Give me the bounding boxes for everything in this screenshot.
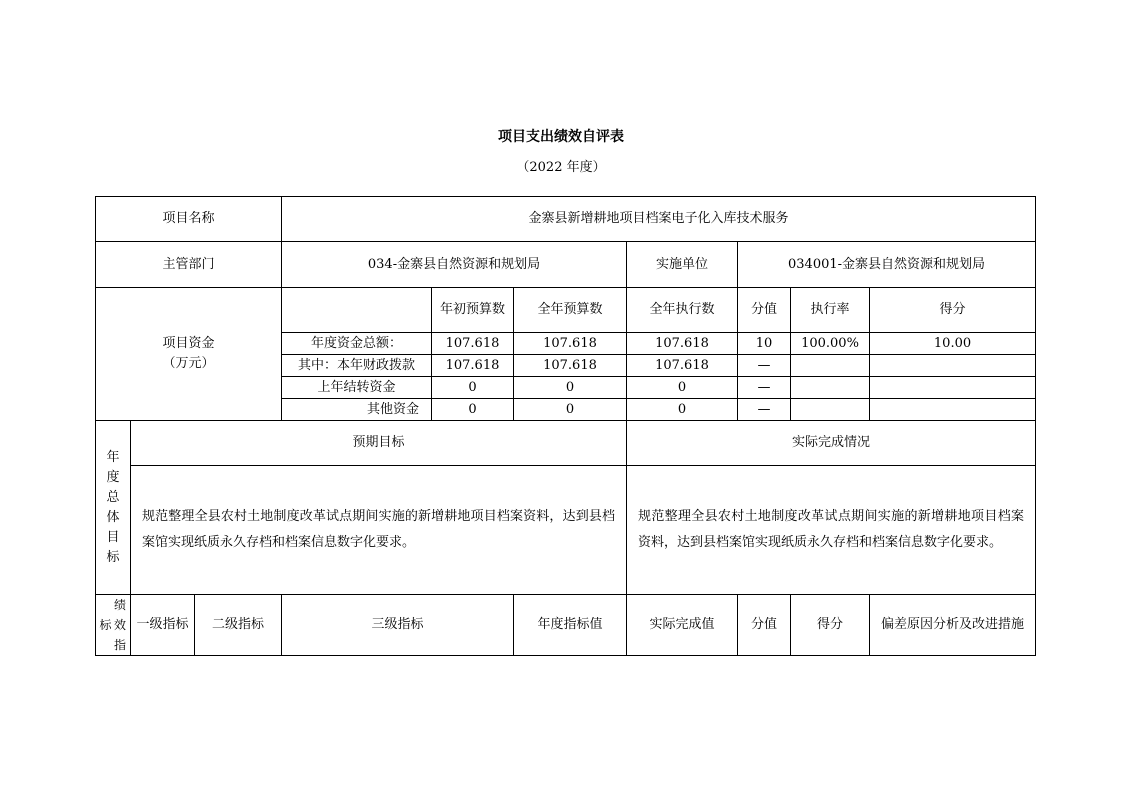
fund-initial: 107.618 [432, 333, 514, 355]
header-score-value: 分值 [738, 288, 791, 333]
expected-goal-header: 预期目标 [131, 421, 627, 466]
funds-header-empty [282, 288, 432, 333]
goals-header-row [96, 421, 1036, 466]
fund-annual: 107.618 [514, 355, 627, 377]
level1-header: 一级指标 [131, 595, 195, 656]
level3-header: 三级指标 [282, 595, 514, 656]
department-row [96, 242, 1036, 288]
score-value-header: 分值 [738, 595, 791, 656]
fund-row-label: 其他资金 [282, 399, 432, 421]
fund-row-label: 上年结转资金 [282, 377, 432, 399]
fund-executed: 0 [627, 399, 738, 421]
fund-score [870, 399, 1036, 421]
page-title: 项目支出绩效自评表 [498, 129, 624, 145]
fund-row-label: 其中：本年财政拨款 [282, 355, 432, 377]
page-subtitle: （2022 年度） [516, 160, 606, 175]
deviation-header: 偏差原因分析及改进措施 [870, 595, 1036, 656]
actual-value-header: 实际完成值 [627, 595, 738, 656]
funds-label-line2: （万元） [162, 356, 215, 371]
fund-rate [791, 377, 870, 399]
fund-row-label: 年度资金总额： [282, 333, 432, 355]
fund-score [870, 377, 1036, 399]
fund-score-value: — [738, 399, 791, 421]
dept-label: 主管部门 [96, 242, 282, 288]
fund-initial: 0 [432, 399, 514, 421]
funds-header-row [96, 288, 1036, 333]
indicators-side-label-a: 标 [99, 618, 112, 632]
fund-executed: 107.618 [627, 355, 738, 377]
indicators-side-label-b: 绩效指 [113, 598, 126, 652]
fund-rate [791, 399, 870, 421]
header-initial-budget: 年初预算数 [432, 288, 514, 333]
fund-score-value: — [738, 355, 791, 377]
header-score: 得分 [870, 288, 1036, 333]
annual-value-header: 年度指标值 [514, 595, 627, 656]
fund-rate: 100.00% [791, 333, 870, 355]
fund-executed: 0 [627, 377, 738, 399]
fund-rate [791, 355, 870, 377]
fund-score [870, 355, 1036, 377]
goals-content-row [96, 466, 1036, 595]
self-evaluation-table [95, 196, 1036, 656]
indicators-side-label [96, 595, 131, 656]
fund-annual: 0 [514, 399, 627, 421]
fund-annual: 107.618 [514, 333, 627, 355]
fund-annual: 0 [514, 377, 627, 399]
header-exec-rate: 执行率 [791, 288, 870, 333]
project-name-value: 金寨县新增耕地项目档案电子化入库技术服务 [282, 197, 1036, 242]
header-executed: 全年执行数 [627, 288, 738, 333]
project-name-label: 项目名称 [96, 197, 282, 242]
header-annual-budget: 全年预算数 [514, 288, 627, 333]
fund-initial: 0 [432, 377, 514, 399]
expected-goal-paragraph: 规范整理全县农村土地制度改革试点期间实施的新增耕地项目档案资料，达到县档案馆实现纸质永久存档和档案信息数字化要求。 [142, 509, 615, 550]
fund-initial: 107.618 [432, 355, 514, 377]
score-header: 得分 [791, 595, 870, 656]
goals-side-label-text: 年度总体目标 [106, 449, 120, 565]
indicators-header-row [96, 595, 1036, 656]
project-name-row [96, 197, 1036, 242]
fund-score-value: — [738, 377, 791, 399]
actual-goal-text [627, 466, 1036, 595]
fund-score-value: 10 [738, 333, 791, 355]
actual-goal-header: 实际完成情况 [627, 421, 1036, 466]
goals-side-label [96, 421, 131, 595]
impl-label: 实施单位 [627, 242, 738, 288]
actual-goal-paragraph: 规范整理全县农村土地制度改革试点期间实施的新增耕地项目档案资料，达到县档案馆实现纸质永久存档和档案信息数字化要求。 [638, 509, 1025, 550]
fund-score: 10.00 [870, 333, 1036, 355]
dept-value: 034-金寨县自然资源和规划局 [282, 242, 627, 288]
fund-executed: 107.618 [627, 333, 738, 355]
impl-value: 034001-金寨县自然资源和规划局 [738, 242, 1036, 288]
level2-header: 二级指标 [195, 595, 282, 656]
funds-label [96, 288, 282, 421]
funds-label-line1: 项目资金 [162, 336, 215, 351]
expected-goal-text [131, 466, 627, 595]
